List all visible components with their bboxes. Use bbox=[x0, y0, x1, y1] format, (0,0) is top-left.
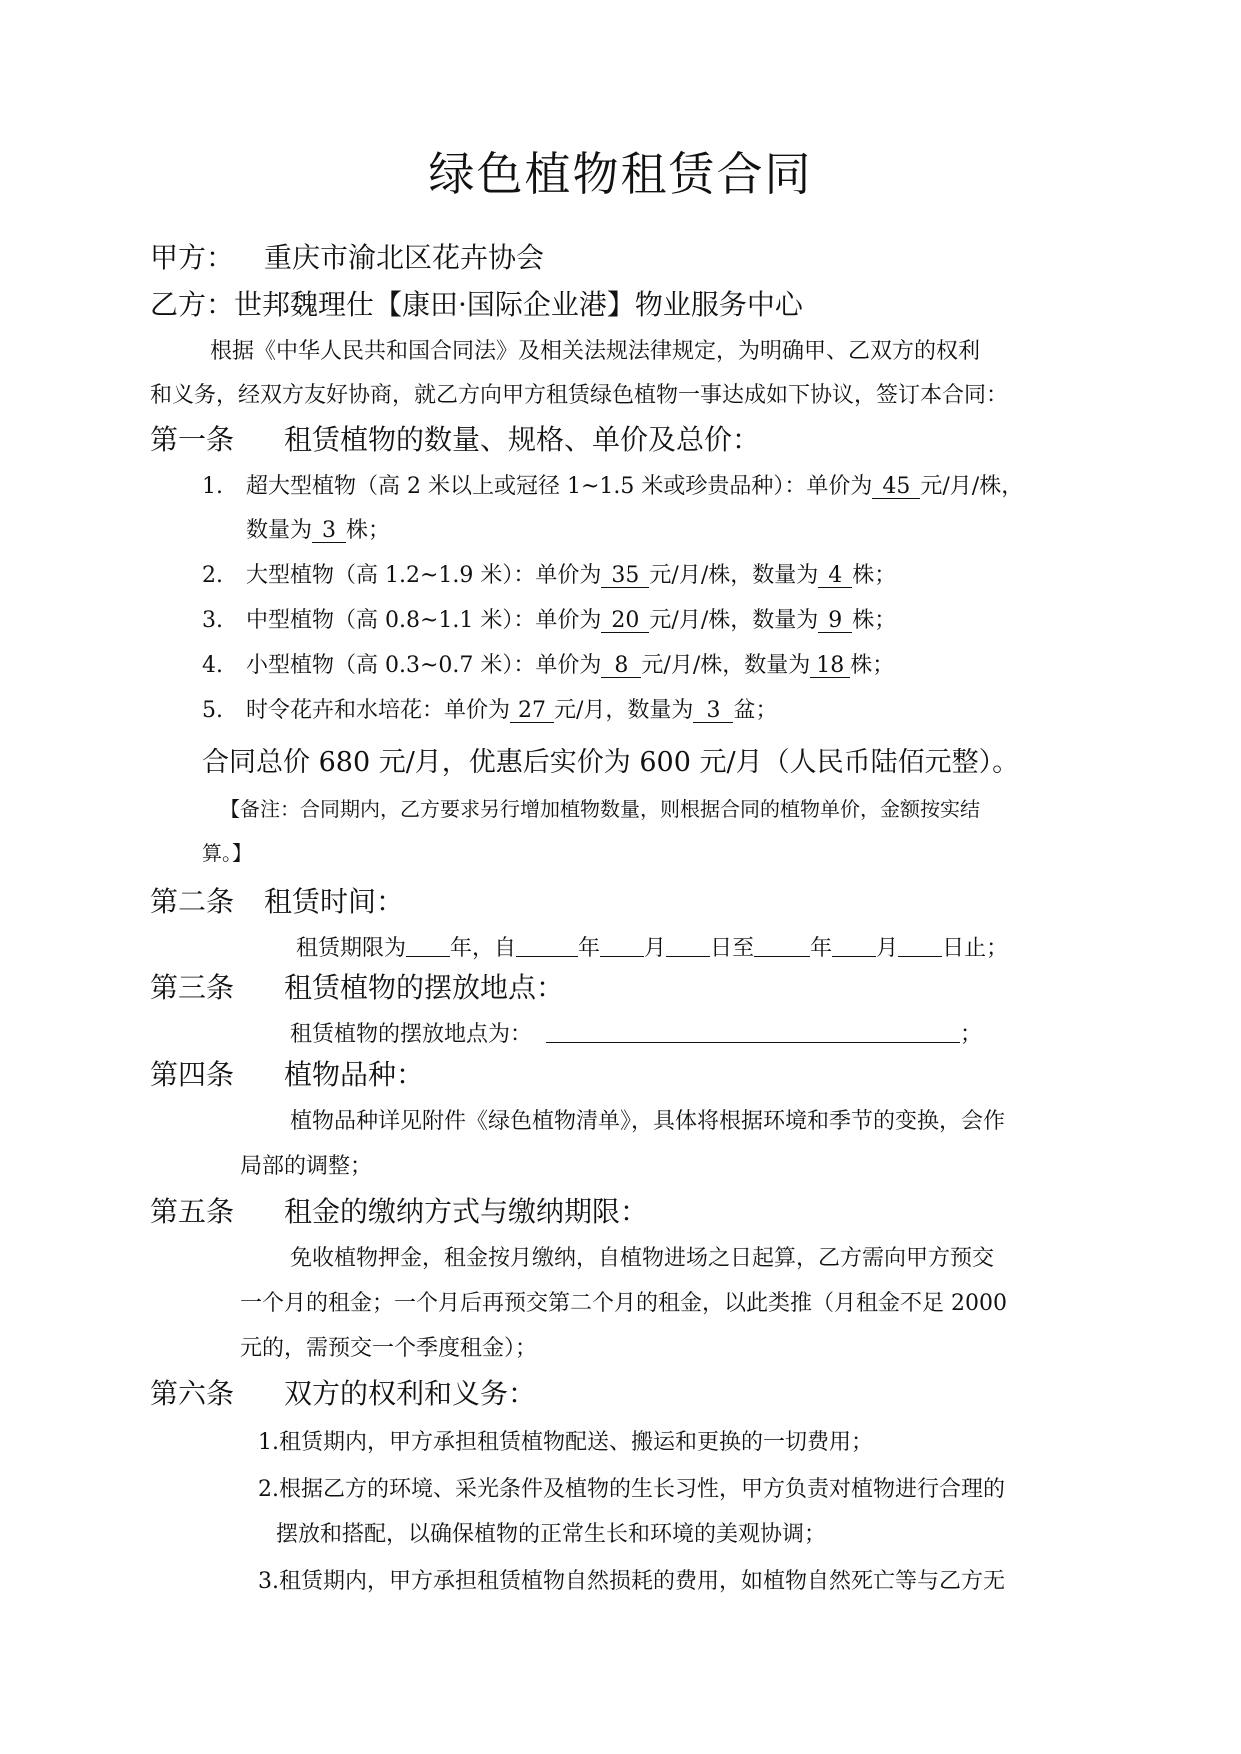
start-year-blank bbox=[516, 934, 578, 957]
item-number: 3. bbox=[202, 608, 223, 633]
intro-line-1: 根据《中华人民共和国合同法》及相关法规法律规定，为明确甲、乙双方的权利 bbox=[210, 339, 981, 364]
lease-period-text: 日至 bbox=[710, 936, 755, 961]
art1-item-2 bbox=[202, 554, 896, 598]
item-unit: 元/月/株，数量为 bbox=[649, 563, 819, 588]
art1-item-1 bbox=[202, 465, 1023, 509]
start-month-blank bbox=[600, 934, 644, 957]
location-line bbox=[290, 1013, 982, 1057]
item-qty-unit: 盆； bbox=[733, 698, 778, 723]
party-b-label: 乙方： bbox=[150, 288, 235, 321]
qty-value: 9 bbox=[818, 609, 852, 633]
location-label: 租赁植物的摆放地点为： bbox=[290, 1022, 533, 1047]
end-year-blank bbox=[754, 934, 810, 957]
end-day-blank bbox=[898, 934, 942, 957]
price-value: 27 bbox=[510, 699, 554, 723]
price-value: 35 bbox=[601, 564, 649, 588]
item-unit: 元/月，数量为 bbox=[554, 698, 694, 723]
item-number: 5. bbox=[202, 698, 223, 723]
article-1-number: 第一条 bbox=[150, 423, 235, 456]
start-day-blank bbox=[666, 934, 710, 957]
art1-item-1-qty bbox=[246, 509, 390, 553]
note-line-2: 算。】 bbox=[202, 841, 252, 865]
item-unit: 元/月/株，数量为 bbox=[641, 653, 811, 678]
lease-period-text: 年 bbox=[578, 936, 601, 961]
article-2-title: 租赁时间： bbox=[264, 885, 405, 918]
item-unit: 元/月/株， bbox=[920, 474, 1024, 499]
item-text: 时令花卉和水培花：单价为 bbox=[246, 698, 511, 723]
intro-line-2: 和义务，经双方友好协商，就乙方向甲方租赁绿色植物一事达成如下协议，签订本合同： bbox=[150, 383, 1009, 408]
art6-line-2b: 摆放和搭配，以确保植物的正常生长和环境的美观协调； bbox=[276, 1522, 827, 1547]
qty-value: 4 bbox=[818, 564, 852, 588]
article-3-title: 租赁植物的摆放地点： bbox=[284, 971, 565, 1004]
art6-line-2a: 2.根据乙方的环境、采光条件及植物的生长习性，甲方负责对植物进行合理的 bbox=[258, 1477, 1005, 1502]
item-text: 大型植物（高 1.2~1.9 米）：单价为 bbox=[246, 563, 602, 588]
article-5-heading bbox=[150, 1190, 648, 1230]
qty-value: 3 bbox=[312, 519, 346, 543]
lease-period-text: 月 bbox=[876, 936, 899, 961]
article-4-number: 第四条 bbox=[150, 1058, 235, 1091]
party-a-label: 甲方： bbox=[150, 241, 235, 274]
party-b-value: 世邦魏理仕【康田·国际企业港】物业服务中心 bbox=[234, 288, 803, 321]
article-5-title: 租金的缴纳方式与缴纳期限： bbox=[284, 1195, 649, 1228]
lease-period-text: 租赁期限为 bbox=[296, 936, 407, 961]
item-unit: 元/月/株，数量为 bbox=[649, 608, 819, 633]
party-a-value: 重庆市渝北区花卉协会 bbox=[264, 241, 545, 274]
price-value: 45 bbox=[872, 475, 920, 499]
article-2-number: 第二条 bbox=[150, 885, 235, 918]
lease-period-line bbox=[296, 927, 1008, 971]
art1-item-4 bbox=[202, 644, 894, 688]
art6-line-1: 1.租赁期内，甲方承担租赁植物配送、搬运和更换的一切费用； bbox=[258, 1430, 873, 1455]
article-4-title: 植物品种： bbox=[284, 1058, 425, 1091]
item-text: 中型植物（高 0.8~1.1 米）：单价为 bbox=[246, 608, 602, 633]
article-2-heading bbox=[150, 880, 404, 920]
article-6-title: 双方的权利和义务： bbox=[284, 1377, 537, 1410]
art5-line-3: 元的，需预交一个季度租金）； bbox=[240, 1336, 538, 1361]
end-month-blank bbox=[832, 934, 876, 957]
art4-line-1: 植物品种详见附件《绿色植物清单》，具体将根据环境和季节的变换，会作 bbox=[290, 1109, 1006, 1134]
location-blank bbox=[546, 1020, 960, 1043]
item-qty-unit: 株； bbox=[850, 653, 895, 678]
lease-period-text: 月 bbox=[644, 936, 667, 961]
location-end: ； bbox=[960, 1022, 983, 1047]
article-5-number: 第五条 bbox=[150, 1195, 235, 1228]
item-qty-unit: 株； bbox=[346, 518, 391, 543]
qty-value: 18 bbox=[810, 654, 850, 678]
art1-item-3 bbox=[202, 599, 896, 643]
qty-value: 3 bbox=[693, 699, 733, 723]
art5-line-2: 一个月的租金；一个月后再预交第二个月的租金，以此类推（月租金不足 2000 bbox=[240, 1291, 1007, 1316]
document-title: 绿色植物租赁合同 bbox=[428, 147, 813, 201]
lease-period-text: 年，自 bbox=[450, 936, 517, 961]
article-4-heading bbox=[150, 1053, 424, 1093]
years-blank bbox=[406, 934, 450, 957]
contract-total: 合同总价 680 元/月，优惠后实价为 600 元/月（人民币陆佰元整）。 bbox=[202, 747, 1020, 778]
article-1-title: 租赁植物的数量、规格、单价及总价： bbox=[284, 423, 761, 456]
item-qty-unit: 株； bbox=[852, 563, 897, 588]
art1-item-5 bbox=[202, 689, 777, 733]
art6-line-3: 3.租赁期内，甲方承担租赁植物自然损耗的费用，如植物自然死亡等与乙方无 bbox=[258, 1569, 1005, 1594]
item-text: 超大型植物（高 2 米以上或冠径 1~1.5 米或珍贵品种）：单价为 bbox=[246, 474, 873, 499]
art5-line-1: 免收植物押金，租金按月缴纳，自植物进场之日起算，乙方需向甲方预交 bbox=[290, 1246, 995, 1271]
item-text: 小型植物（高 0.3~0.7 米）：单价为 bbox=[246, 653, 602, 678]
item-number: 2. bbox=[202, 563, 223, 588]
article-3-number: 第三条 bbox=[150, 971, 235, 1004]
lease-period-text: 年 bbox=[810, 936, 833, 961]
art4-line-2: 局部的调整； bbox=[240, 1154, 373, 1179]
item-number: 1. bbox=[202, 474, 223, 499]
note-line-1: 【备注：合同期内，乙方要求另行增加植物数量，则根据合同的植物单价，金额按实结 bbox=[220, 797, 980, 821]
item-qty-unit: 株； bbox=[852, 608, 897, 633]
item-qty-label: 数量为 bbox=[246, 518, 313, 543]
item-number: 4. bbox=[202, 653, 223, 678]
article-1-heading bbox=[150, 418, 760, 458]
article-3-heading bbox=[150, 966, 564, 1006]
lease-period-text: 日止； bbox=[942, 936, 1009, 961]
party-b bbox=[150, 283, 803, 323]
party-a bbox=[150, 236, 544, 276]
price-value: 8 bbox=[601, 654, 641, 678]
article-6-heading bbox=[150, 1372, 536, 1412]
price-value: 20 bbox=[601, 609, 649, 633]
article-6-number: 第六条 bbox=[150, 1377, 235, 1410]
